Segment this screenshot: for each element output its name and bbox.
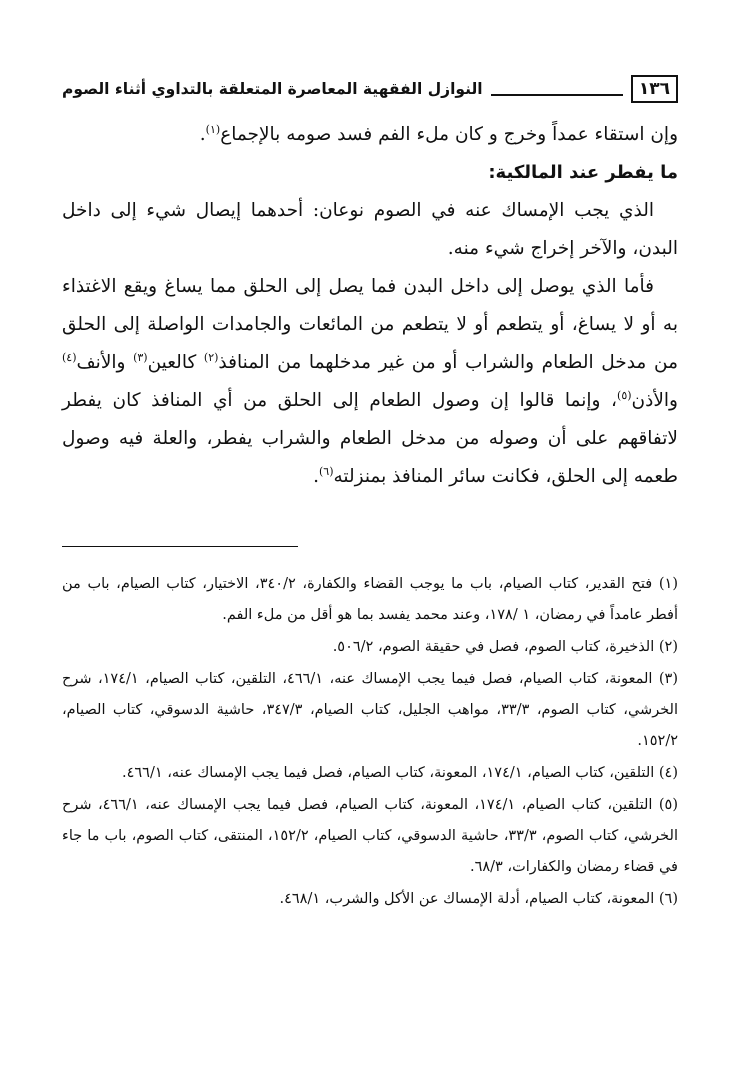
footnote-5: (٥) التلقين، كتاب الصيام، ١٧٤/١، المعونة، كتاب الصيام، فصل فيما يجب الإمساك عنه، ٤٦٦/١، شرح الخرشي، كتاب الصوم، ٣٣/٣، حاشية الدسوقي، كتاب الصيام، ١٥٢/٢، المنتقى، كتاب الصوم، باب ما جاء في قضاء رمضان والكفارات، ٦٨/٣.	[62, 797, 678, 875]
footnote-4: (٤) التلقين، كتاب الصيام، ١٧٤/١، المعونة، كتاب الصيام، فصل فيما يجب الإمساك عنه، ٤٦٦/١.	[121, 765, 678, 781]
footnote-ref-5: (٥)	[617, 388, 632, 402]
running-title: النوازل الفقهية المعاصرة المتعلقة بالتداوي أثناء الصوم	[62, 80, 483, 98]
footnote-ref-6: (٦)	[318, 464, 334, 478]
footnote-ref-1: (١)	[205, 122, 221, 136]
paragraph-3-part-b: كالعين	[147, 352, 204, 373]
paragraph-3	[62, 268, 678, 496]
footnote-separator	[62, 546, 298, 547]
header-rule	[491, 94, 623, 96]
page-number: ١٣٦	[631, 75, 678, 103]
paragraph-3-part-a: فأما الذي يوصل إلى داخل البدن فما يصل إلى الحلق مما يساغ ويقع الاغتذاء به أو لا يساغ، أو يتطعم أو لا يتطعم من المائعات والجامدات الواصلة إلى الحلق من مدخل الطعام والشراب أو من غير مدخلهما من المنافذ	[62, 276, 678, 373]
footnote-ref-4: (٤)	[62, 350, 77, 364]
paragraph-1-end: .	[199, 124, 206, 145]
footnote-6: (٦) المعونة، كتاب الصيام، أدلة الإمساك عن الأكل والشرب، ٤٦٨/١.	[279, 891, 678, 907]
footnote-ref-2: (٢)	[203, 350, 219, 364]
footnotes	[62, 569, 678, 915]
footnote-2: (٢) الذخيرة، كتاب الصوم، فصل في حقيقة الصوم، ٥٠٦/٢.	[332, 639, 678, 655]
running-header	[62, 72, 678, 106]
main-text	[62, 116, 678, 496]
paragraph-3-part-e: ، وإنما قالوا إن وصول الطعام إلى الحلق من أي المنافذ كان يفطر لاتفاقهم على أن وصوله من مدخل الطعام والشراب يفطر، والعلة فيه وصول طعمه إلى الحلق، فكانت سائر المنافذ بمنزلته	[62, 390, 678, 487]
footnote-3: (٣) المعونة، كتاب الصيام، فصل فيما يجب الإمساك عنه، ٤٦٦/١، التلقين، كتاب الصيام، ١٧٤/١، شرح الخرشي، كتاب الصوم، ٣٣/٣، مواهب الجليل، كتاب الصيام، ٣٤٧/٣، حاشية الدسوقي، كتاب الصيام، ١٥٢/٢.	[62, 671, 679, 749]
paragraph-3-part-d: والأذن	[631, 390, 678, 411]
paragraph-3-end: .	[313, 466, 319, 487]
paragraph-2: الذي يجب الإمساك عنه في الصوم نوعان: أحدهما إيصال شيء إلى داخل البدن، والآخر إخراج شيء منه.	[62, 200, 678, 259]
footnote-ref-3: (٣)	[133, 350, 148, 364]
section-heading: ما يفطر عند المالكية:	[488, 162, 678, 183]
footnote-1: (١) فتح القدير، كتاب الصيام، باب ما يوجب القضاء والكفارة، ٣٤٠/٢، الاختيار، كتاب الصيام، باب من أفطر عامداً في رمضان، ١ /١٧٨، وعند محمد يفسد بما هو أقل من ملء الفم.	[62, 576, 678, 623]
paragraph-3-part-c: والأنف	[76, 352, 134, 373]
paragraph-1-text: وإن استقاء عمداً وخرج و كان ملء الفم فسد صومه بالإجماع	[220, 124, 678, 145]
paragraph-1	[62, 116, 678, 154]
book-page	[62, 72, 678, 916]
